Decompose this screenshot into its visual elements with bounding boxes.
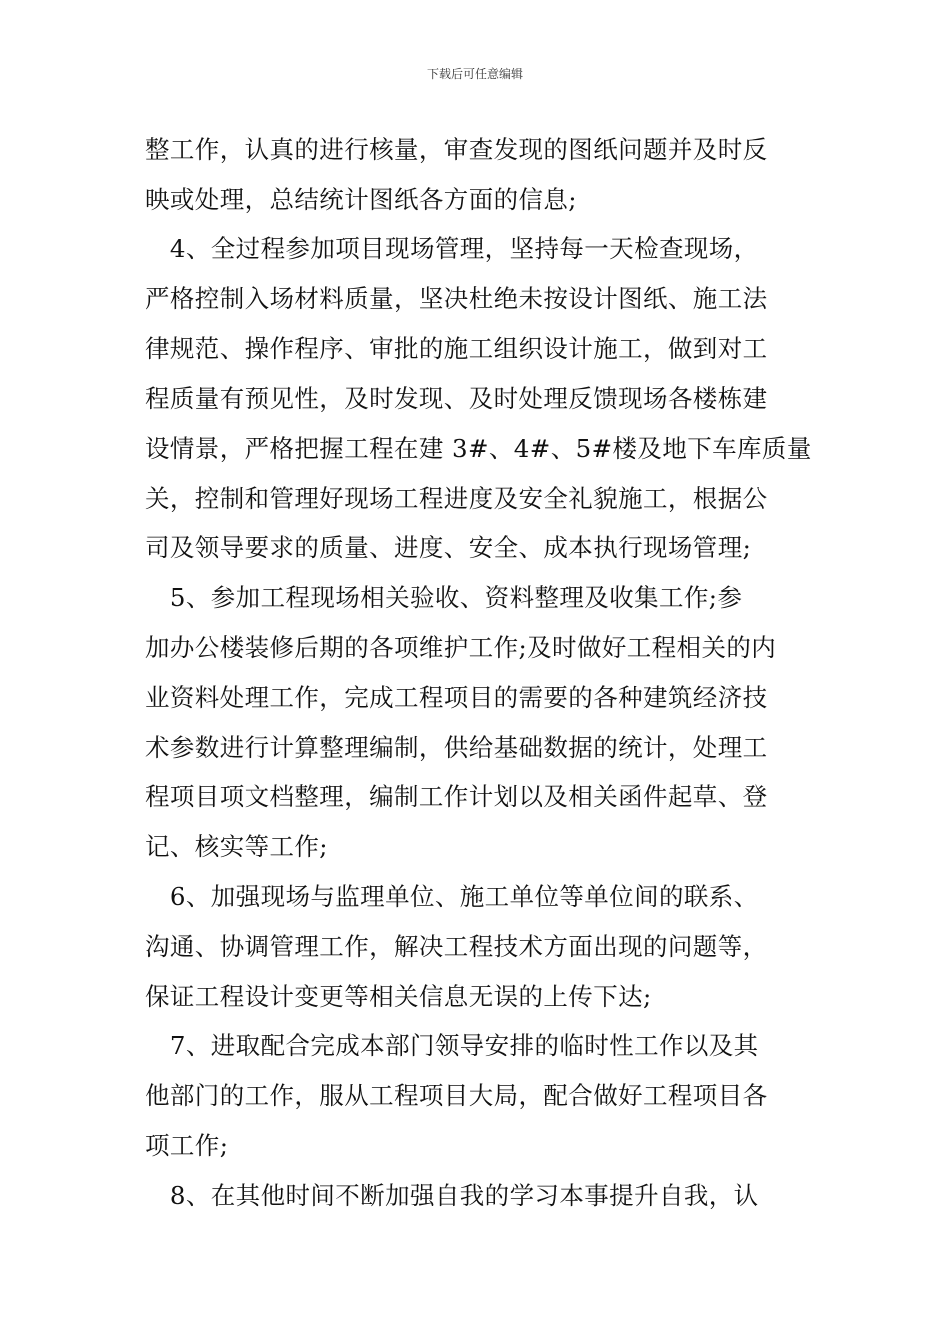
body-text-line: 映或处理，总结统计图纸各方面的信息; bbox=[145, 185, 577, 214]
body-text-line: 整工作，认真的进行核量，审查发现的图纸问题并及时反 bbox=[145, 135, 768, 164]
body-text-line: 设情景，严格把握工程在建 3#、4#、5#楼及地下车库质量 bbox=[145, 434, 812, 463]
body-text-line: 司及领导要求的质量、进度、安全、成本执行现场管理; bbox=[145, 533, 752, 562]
body-text-line: 6、加强现场与监理单位、施工单位等单位间的联系、 bbox=[145, 882, 759, 911]
body-text-line: 关，控制和管理好现场工程进度及安全礼貌施工，根据公 bbox=[145, 484, 768, 513]
body-text-line: 4、全过程参加项目现场管理，坚持每一天检查现场， bbox=[145, 234, 759, 263]
body-text-line: 程质量有预见性，及时发现、及时处理反馈现场各楼栋建 bbox=[145, 384, 768, 413]
page-header: 下载后可任意编辑 bbox=[426, 67, 523, 81]
body-text-line: 他部门的工作，服从工程项目大局，配合做好工程项目各 bbox=[145, 1081, 768, 1110]
body-text-line: 8、在其他时间不断加强自我的学习本事提升自我，认 bbox=[145, 1181, 759, 1210]
body-text-line: 5、参加工程现场相关验收、资料整理及收集工作;参 bbox=[145, 583, 743, 612]
body-text-line: 加办公楼装修后期的各项维护工作;及时做好工程相关的内 bbox=[145, 633, 777, 662]
body-text-line: 项工作; bbox=[145, 1131, 229, 1160]
body-text-line: 律规范、操作程序、审批的施工组织设计施工，做到对工 bbox=[145, 334, 768, 363]
body-text-line: 业资料处理工作，完成工程项目的需要的各种建筑经济技 bbox=[145, 683, 768, 712]
body-text-line: 术参数进行计算整理编制，供给基础数据的统计，处理工 bbox=[145, 733, 768, 762]
body-text-line: 记、核实等工作; bbox=[145, 832, 328, 861]
body-text-line: 7、进取配合完成本部门领导安排的临时性工作以及其 bbox=[145, 1031, 759, 1060]
body-text-line: 程项目项文档整理，编制工作计划以及相关函件起草、登 bbox=[145, 782, 768, 811]
body-text-line: 保证工程设计变更等相关信息无误的上传下达; bbox=[145, 982, 652, 1011]
body-text-line: 严格控制入场材料质量，坚决杜绝未按设计图纸、施工法 bbox=[145, 284, 768, 313]
body-text-line: 沟通、协调管理工作，解决工程技术方面出现的问题等， bbox=[145, 932, 768, 961]
